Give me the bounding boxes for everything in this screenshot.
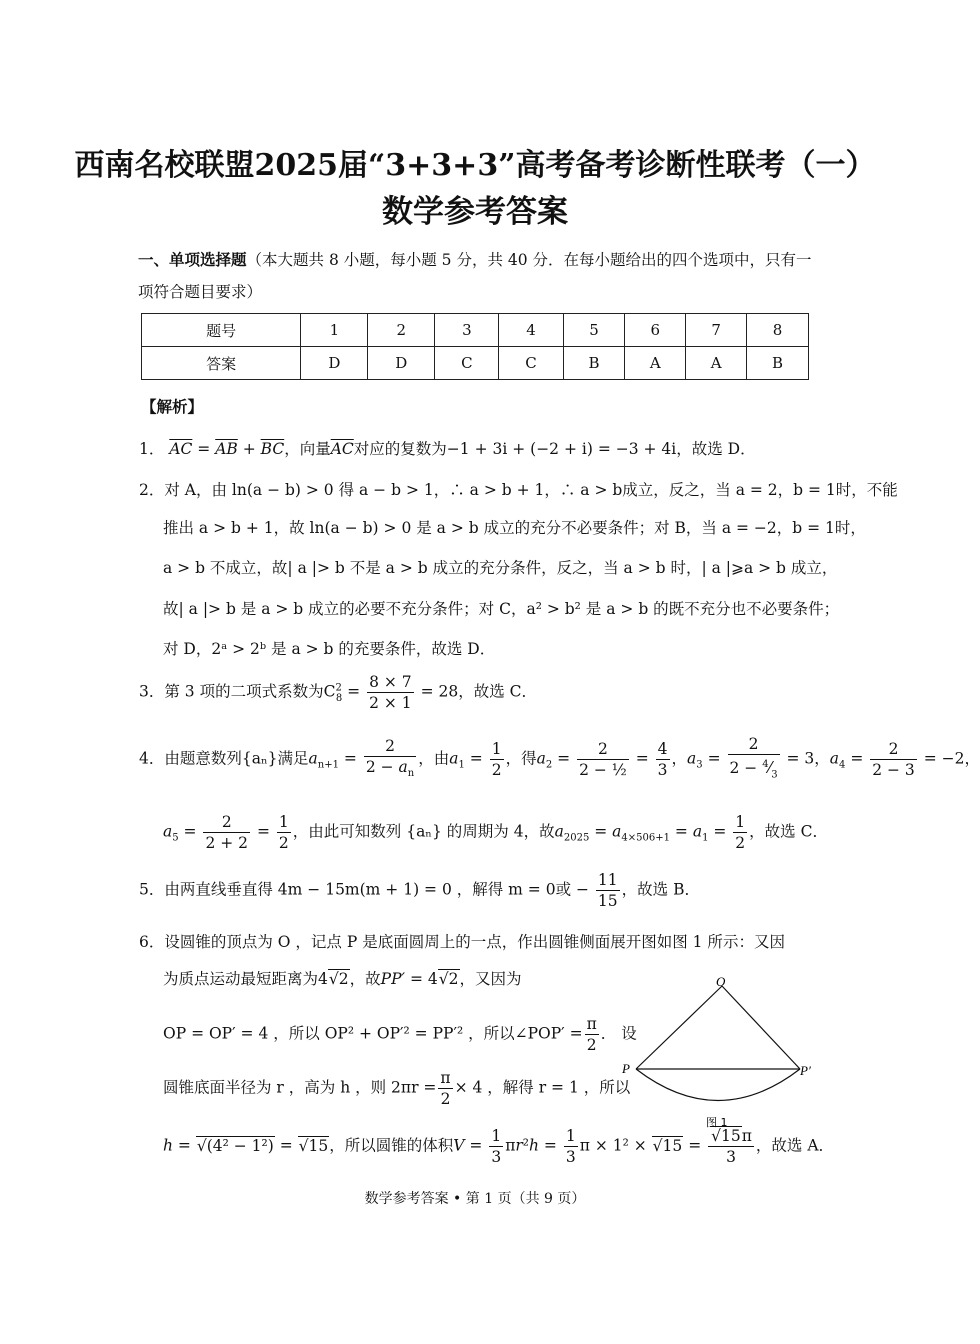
table-cell: B [747, 347, 809, 380]
table-cell: A [625, 347, 686, 380]
row-label: 题号 [142, 314, 301, 347]
table-cell: 6 [625, 314, 686, 347]
table-row [142, 347, 809, 380]
label-p-prime: P′ [800, 1063, 811, 1078]
table-cell: A [686, 347, 747, 380]
question-6-line-1: 6．设圆锥的顶点为 O ，记点 P 是底面圆周上的一点，作出圆锥侧面展开图如图 1 所示：又因 [139, 933, 785, 951]
label-o: O [716, 974, 726, 989]
question-2-line-1: 2．对 A，由 ln(a − b) > 0 得 a − b > 1，∴ a > b + 1，∴ a > b成立，反之，当 a = 2，b = 1时，不能 [139, 481, 898, 499]
question-6-line-4: 圆锥底面半径为 r ，高为 h ，则 2πr = $\frac{\pi}{2}$ × 4 ，解得 r = 1 ，所以 [163, 1069, 631, 1108]
question-5: 5．由两直线垂直得 4m − 15m(m + 1) = 0 ，解得 m = 0或 − $\frac{11}{15}$ ，故选 B． [139, 871, 700, 910]
question-6-line-3: OP = OP′ = 4 ，所以 OP² + OP′² = PP′² ，所以∠POP′ = $\frac{\pi}{2}$ ． 设 [163, 1015, 637, 1054]
section-description: （本大题共 8 小题，每小题 5 分，共 40 分．在每小题给出的四个选项中，只有一项符合题目要求） [138, 251, 812, 301]
table-cell: 3 [435, 314, 499, 347]
section-intro [138, 244, 818, 308]
table-cell: C [435, 347, 499, 380]
table-cell: B [563, 347, 625, 380]
analysis-label: 【解析】 [141, 398, 204, 416]
question-4-line-1: 4．由题意数列{aₙ}满足$a_{n+1}$ = $\frac{2}{2 - a_n}$ ，由$a_1$ = $\frac{1}{2}$ ，得$a_2$ = $\frac{2}{\text{2 − ½}}$ = $\frac{4}{3}$ ，$a_3$ = $\frac{2}{2 - ^4⁄_3}$ = 3，$a_4$ = $\frac{2}{2 - 3}$ = −2， [139, 735, 980, 781]
table-cell: D [368, 347, 435, 380]
label-p: P [622, 1061, 630, 1076]
question-4-line-2: $a_5$ = $\frac{2}{2 + 2}$ = $\frac{1}{2}$ ，由此可知数列 {aₙ} 的周期为 4，故$a_{2025} = a_{4\times 506+1} = a_1$ = $\frac{1}{2}$ ，故选 C． [163, 813, 828, 852]
page-footer: 数学参考答案 • 第 1 页（共 9 页） [364, 1191, 586, 1207]
edge-op-prime [722, 986, 800, 1069]
question-6-line-5: h = √(4² − 1²) = √15，所以圆锥的体积V = $\frac{1}{3}$ πr²h = $\frac{1}{3}$ π × 1² × √15 = $\frac{√15\pi}{3}$ ，故选 A． [163, 1127, 835, 1166]
table-cell: 8 [747, 314, 809, 347]
section-heading: 一、单项选择题 [138, 251, 247, 269]
question-6-line-2: 为质点运动最短距离为4√2，故PP′ = 4√2，又因为 [163, 970, 522, 988]
edge-op [636, 986, 722, 1069]
row-label: 答案 [142, 347, 301, 380]
table-cell: 1 [301, 314, 368, 347]
question-2-line-4: 故| a |> b 是 a > b 成立的必要不充分条件；对 C，a² > b² 是 a > b 的既不充分也不必要条件； [163, 600, 840, 618]
page-subtitle: 数学参考答案 [382, 194, 568, 230]
figure-caption: 图 1 [706, 1116, 728, 1129]
table-cell: 7 [686, 314, 747, 347]
arc [636, 1069, 800, 1101]
question-2-line-2: 推出 a > b + 1，故 ln(a − b) > 0 是 a > b 成立的充分不必要条件；对 B，当 a = −2，b = 1时， [163, 519, 866, 537]
table-cell: 5 [563, 314, 625, 347]
table-row [142, 314, 809, 347]
table-cell: C [499, 347, 563, 380]
question-3: 3．第 3 项的二项式系数为$C^2_8$ = $\frac{8 \times 7}{2 \times 1}$ = 28，故选 C． [139, 673, 538, 712]
table-cell: 4 [499, 314, 563, 347]
question-2-line-3: a > b 不成立，故| a |> b 不是 a > b 成立的充分条件，反之，当 a > b 时，| a |⩾a > b 成立， [163, 559, 838, 577]
question-1: 1． $\overline{AC} = \overline{AB} + \overline{BC}$，向量$\overline{AC}$对应的复数为−1 + 3i + (−2 + i) = −3 + 4i，故选 D． [139, 440, 756, 458]
cone-net-figure [620, 972, 820, 1132]
table-cell: D [301, 347, 368, 380]
question-2-line-5: 对 D，2ᵃ > 2ᵇ 是 a > b 的充要条件，故选 D． [163, 640, 496, 658]
table-cell: 2 [368, 314, 435, 347]
page-title: 西南名校联盟2025届“3+3+3”高考备考诊断性联考（一） [74, 148, 876, 183]
answer-table [141, 313, 809, 380]
